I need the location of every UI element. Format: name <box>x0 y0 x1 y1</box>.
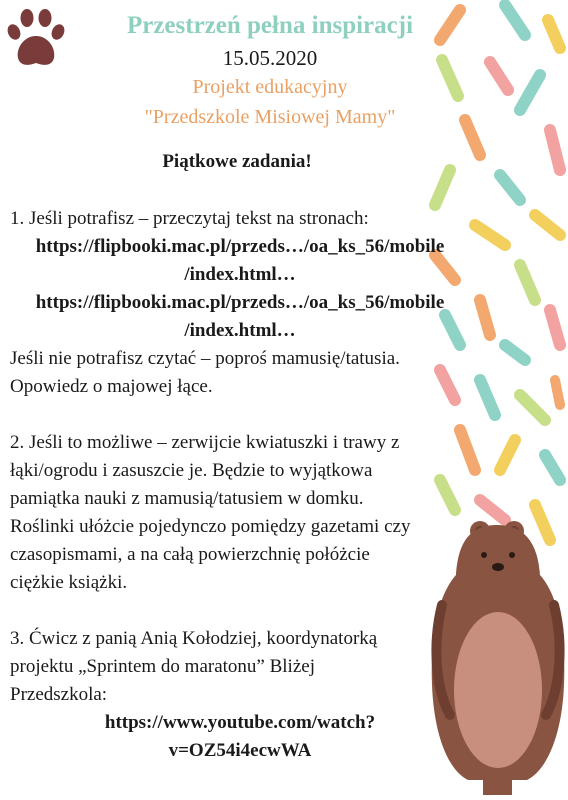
task1-link1-line2[interactable]: /index.html… <box>184 264 296 285</box>
task-list <box>10 205 470 765</box>
task3-line3: Przedszkola: <box>10 684 108 705</box>
header <box>70 10 470 131</box>
task1-intro: 1. Jeśli potrafisz – przeczytaj tekst na stronach: <box>10 208 369 229</box>
page-title: Przestrzeń pełna inspiracji <box>126 12 414 39</box>
task1-text-line1: Jeśli nie potrafisz czytać – poproś mamusię/tatusia. <box>10 348 400 369</box>
project-label: Projekt edukacyjny <box>192 76 348 98</box>
task1-link1-line1[interactable]: https://flipbooki.mac.pl/przeds…/oa_ks_56/mobile <box>35 236 445 257</box>
task3-line1: 3. Ćwicz z panią Anią Kołodziej, koordynatorką <box>10 628 378 649</box>
task1-link2-line1[interactable]: https://flipbooki.mac.pl/przeds…/oa_ks_56/mobile <box>35 292 445 313</box>
task1-link2-line2[interactable]: /index.html… <box>184 320 296 341</box>
task3-line2: projektu „Sprintem do maratonu” Bliżej <box>10 656 315 677</box>
task2-line4: Roślinki ułóżcie pojedynczo pomiędzy gazetami czy <box>10 516 411 537</box>
task2-line2: łąki/ogrodu i zasuszcie je. Będzie to wyjątkowa <box>10 460 373 481</box>
task2-line6: ciężkie książki. <box>10 572 128 593</box>
task3-link-line2[interactable]: v=OZ54i4ecwWA <box>168 740 312 761</box>
paw-print-icon <box>6 8 66 70</box>
task2-line1: 2. Jeśli to możliwe – zerwijcie kwiatuszki i trawy z <box>10 432 400 453</box>
date: 15.05.2020 <box>222 46 318 70</box>
task2-line3: pamiątka nauki z mamusią/tatusiem w domku. <box>10 488 364 509</box>
section-heading: Piątkowe zadania! <box>162 151 312 172</box>
project-name: "Przedszkole Misiowej Mamy" <box>144 106 396 128</box>
task3-link-line1[interactable]: https://www.youtube.com/watch? <box>104 712 376 733</box>
task1-text-line2: Opowiedz o majowej łące. <box>10 376 213 397</box>
task2-line5: czasopismami, a na całą powierzchnię połóżcie <box>10 544 370 565</box>
